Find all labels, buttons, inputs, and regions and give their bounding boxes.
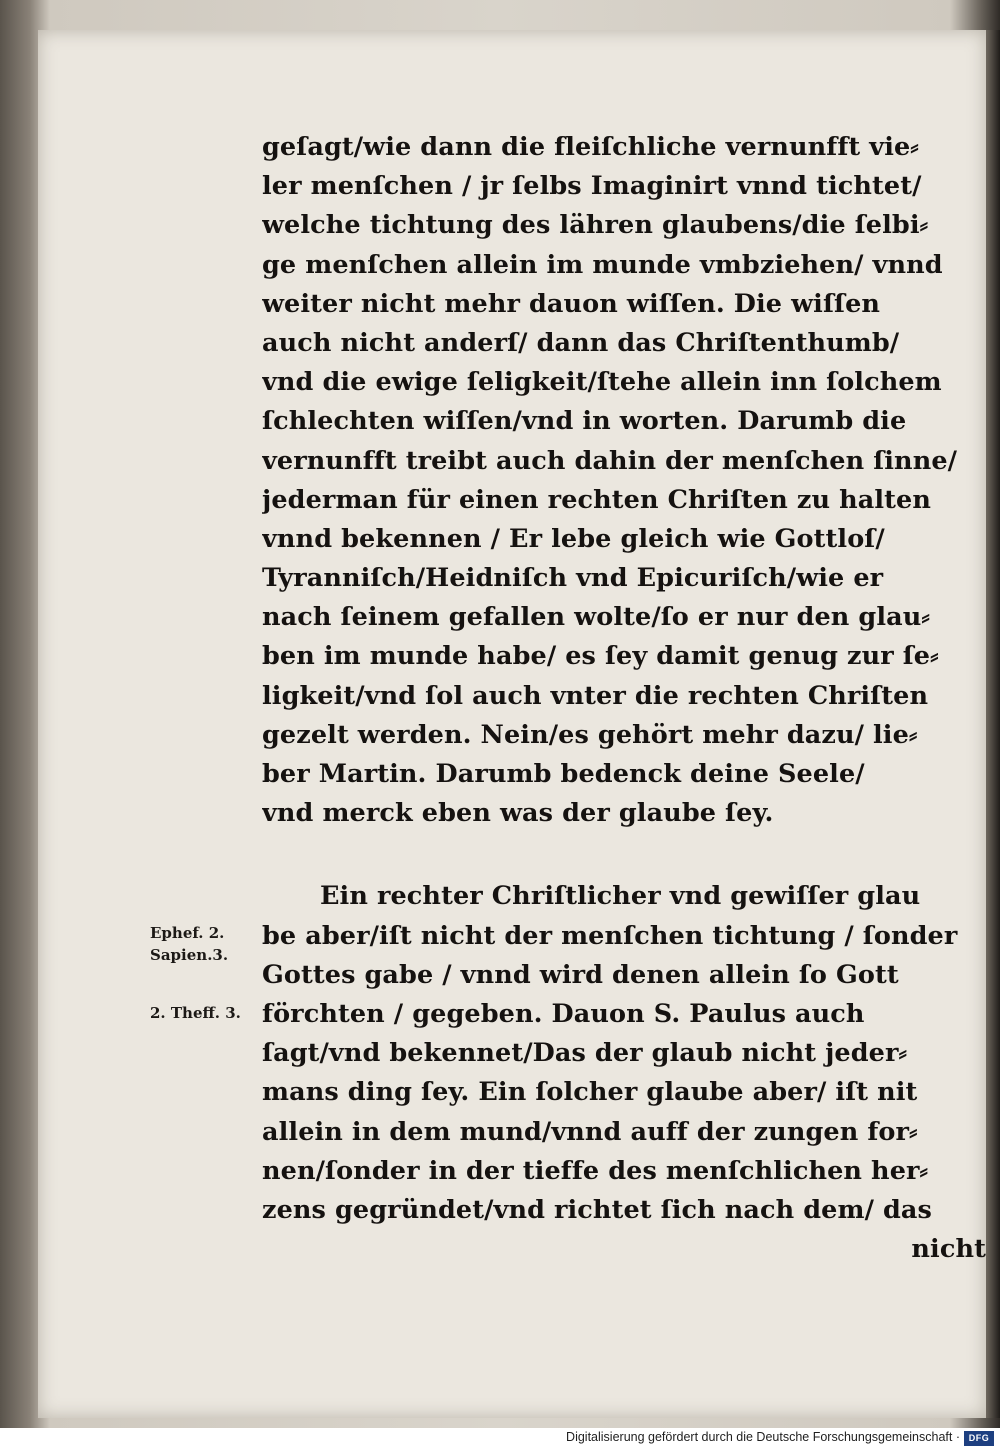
text-line: ge menſchen allein im munde vmbziehen/ vnnd bbox=[262, 249, 943, 280]
text-line: vernunfft treibt auch dahin der menſchen ſinne/ bbox=[262, 445, 958, 476]
margin-note-ephesians: Ephef. 2. bbox=[150, 924, 225, 942]
text-line: allein in dem mund/vnnd auff der zungen for⸗ bbox=[262, 1116, 918, 1147]
text-line: förchten / gegeben. Dauon S. Paulus auch bbox=[262, 998, 865, 1029]
text-line: geſagt/wie dann die fleiſchliche vernunfft vie⸗ bbox=[262, 132, 919, 162]
text-line: Ein rechter Chriſtlicher vnd gewiſſer glau bbox=[320, 881, 921, 912]
catchword: nicht bbox=[911, 1234, 986, 1265]
text-line: weiter nicht mehr dauon wiſſen. Die wiſſen bbox=[262, 288, 881, 319]
text-line: ſagt/vnd bekennet/Das der glaub nicht jeder⸗ bbox=[262, 1038, 908, 1069]
paragraph-gap bbox=[262, 833, 986, 877]
text-line: ſchlechten wiſſen/vnd in worten. Darumb die bbox=[262, 406, 907, 437]
text-line: gezelt werden. Nein/es gehört mehr dazu/ lie⸗ bbox=[262, 719, 918, 750]
dfg-logo-icon: DFG bbox=[964, 1431, 994, 1446]
footer-bar bbox=[0, 1428, 1000, 1449]
text-line: vnd die ewige ſeligkeit/ſtehe allein inn ſolchem bbox=[262, 367, 942, 398]
margin-note-sapientia: Sapien.3. bbox=[150, 946, 229, 964]
text-line: Tyranniſch/Heidniſch vnd Epicuriſch/wie er bbox=[262, 563, 884, 594]
margin-note-thessalonians: 2. Theff. 3. bbox=[150, 1004, 241, 1022]
text-line: Gottes gabe / vnnd wird denen allein ſo Gott bbox=[262, 959, 899, 990]
text-line: welche tichtung des lähren glaubens/die ſelbi⸗ bbox=[262, 210, 929, 241]
text-line: nach ſeinem gefallen wolte/ſo er nur den glau⸗ bbox=[262, 602, 930, 633]
text-line: ben im munde habe/ es ſey damit genug zur ſe⸗ bbox=[262, 641, 939, 672]
page-text bbox=[262, 128, 986, 1269]
text-line: jederman für einen rechten Chriſten zu halten bbox=[262, 484, 931, 515]
text-line: auch nicht anderſ/ dann das Chriſtenthumb/ bbox=[262, 327, 900, 358]
text-line: be aber/iſt nicht der menſchen tichtung / ſonder bbox=[262, 920, 958, 951]
text-line: ler menſchen / jr ſelbs Imaginirt vnnd tichtet/ bbox=[262, 171, 922, 202]
text-line: vnnd bekennen / Er lebe gleich wie Gottloſ/ bbox=[262, 523, 885, 554]
text-line: ber Martin. Darumb bedenck deine Seele/ bbox=[262, 759, 865, 789]
text-line: ligkeit/vnd ſol auch vnter die rechten Chriſten bbox=[262, 680, 929, 711]
text-line: zens gegründet/vnd richtet ſich nach dem/ das bbox=[262, 1194, 932, 1225]
text-line: mans ding ſey. Ein ſolcher glaube aber/ iſt nit bbox=[262, 1077, 918, 1108]
funding-credit: Digitalisierung gefördert durch die Deutsche Forschungsgemeinschaft · bbox=[566, 1430, 960, 1444]
text-line: vnd merck eben was der glaube ſey. bbox=[262, 798, 774, 829]
text-line: nen/ſonder in der tieffe des menſchlichen her⸗ bbox=[262, 1155, 929, 1186]
page-edge-shadow bbox=[986, 30, 1000, 1418]
